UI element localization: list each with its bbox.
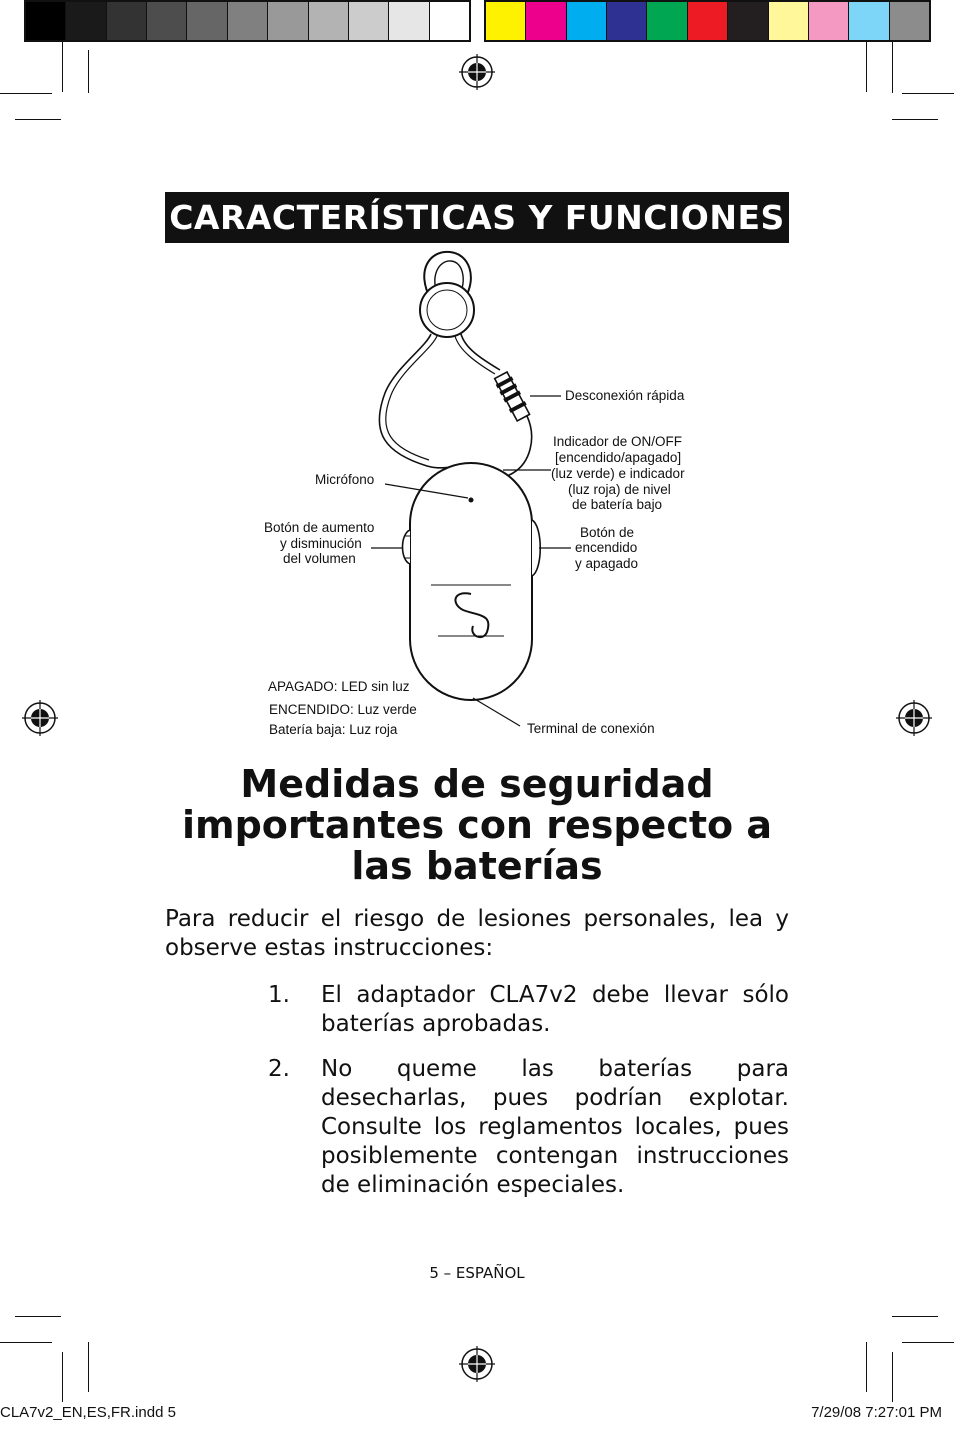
- color-swatch: [728, 2, 768, 40]
- color-swatch: [187, 2, 227, 40]
- label-led-off: APAGADO: LED sin luz: [268, 679, 410, 694]
- color-swatch: [268, 2, 308, 40]
- section-title: CARACTERÍSTICAS Y FUNCIONES: [165, 192, 789, 243]
- device-diagram: [255, 248, 705, 748]
- microphone-hole: [469, 498, 474, 503]
- color-swatch: [647, 2, 687, 40]
- list-item-text: El adaptador CLA7v2 debe llevar sólo baterías aprobadas.: [321, 982, 789, 1037]
- process-color-bar: [484, 0, 931, 42]
- slug-file-info: CLA7v2_EN,ES,FR.indd 5: [0, 1404, 176, 1421]
- volume-button: [403, 530, 411, 564]
- label-indicator-line-4: (luz roja) de nivel: [568, 482, 671, 497]
- label-quick-disconnect: Desconexión rápida: [565, 388, 685, 403]
- list-item-text: No queme las baterías para desecharlas, pues podrían explotar. Consulte los reglamentos locales, pues posiblemente contengan instrucciones de eliminación especiales.: [321, 1056, 789, 1198]
- label-power-line-2: encendido: [575, 540, 638, 555]
- label-indicator-line-2: [encendido/apagado]: [555, 450, 682, 465]
- label-volume-line-2: y disminución: [280, 536, 362, 551]
- color-swatch: [107, 2, 147, 40]
- color-swatch: [809, 2, 849, 40]
- intro-paragraph: Para reducir el riesgo de lesiones personales, lea y observe estas instrucciones:: [165, 906, 789, 961]
- color-swatch: [769, 2, 809, 40]
- list-item-number: 1.: [268, 982, 290, 1008]
- label-volume-line-3: del volumen: [283, 551, 356, 566]
- registration-mark-icon: [459, 1346, 495, 1382]
- color-swatch: [66, 2, 106, 40]
- label-led-low-battery: Batería baja: Luz roja: [269, 722, 398, 737]
- earpiece: [420, 283, 474, 337]
- color-swatch: [147, 2, 187, 40]
- color-swatch: [890, 2, 929, 40]
- page-footer: 5 – ESPAÑOL: [429, 1264, 525, 1282]
- registration-mark-icon: [896, 700, 932, 736]
- color-swatch: [688, 2, 728, 40]
- color-swatch: [26, 2, 66, 40]
- color-swatch: [567, 2, 607, 40]
- color-swatch: [349, 2, 389, 40]
- quick-disconnect-connector: [493, 371, 531, 422]
- safety-heading: Medidas de seguridad importantes con respecto a las baterías: [181, 762, 772, 888]
- label-power-line-3: y apagado: [575, 556, 639, 571]
- list-item: [268, 981, 789, 1039]
- grayscale-color-bar: [24, 0, 471, 42]
- cable-left: [379, 334, 455, 468]
- color-swatch: [849, 2, 889, 40]
- color-swatch: [607, 2, 647, 40]
- color-swatch: [389, 2, 429, 40]
- label-power-line-1: Botón de: [580, 525, 635, 540]
- color-swatch: [430, 2, 469, 40]
- registration-mark-icon: [459, 54, 495, 90]
- label-connection-terminal: Terminal de conexión: [527, 721, 655, 736]
- color-swatch: [526, 2, 566, 40]
- color-swatch: [486, 2, 526, 40]
- label-indicator-line-5: de batería bajo: [572, 497, 663, 512]
- registration-mark-icon: [22, 700, 58, 736]
- label-microphone: Micrófono: [315, 472, 375, 487]
- label-volume-line-1: Botón de aumento: [264, 520, 375, 535]
- list-item: [268, 1055, 789, 1200]
- list-item-number: 2.: [268, 1056, 290, 1082]
- label-indicator-line-3: (luz verde) e indicador: [551, 466, 685, 481]
- label-led-on: ENCENDIDO: Luz verde: [269, 702, 417, 717]
- color-swatch: [309, 2, 349, 40]
- label-indicator-line-1: Indicador de ON/OFF: [553, 434, 683, 449]
- slug-timestamp: 7/29/08 7:27:01 PM: [811, 1404, 942, 1421]
- color-swatch: [228, 2, 268, 40]
